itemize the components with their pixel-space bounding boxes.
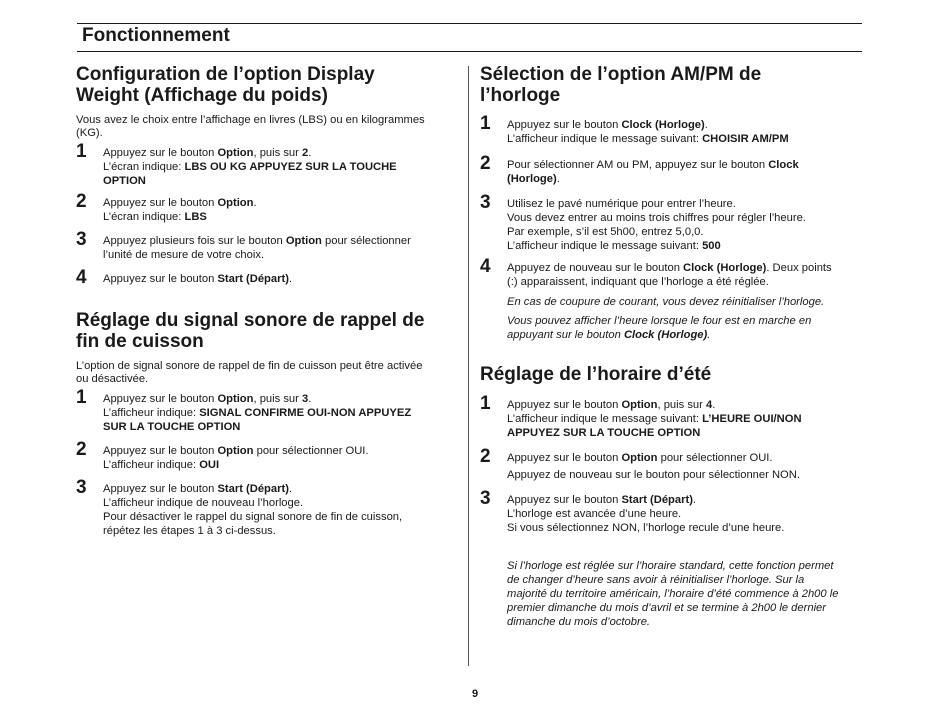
end-signal-step-3: 3 Appuyez sur le bouton Start (Départ). L’afficheur indique de nouveau l’horloge. Pour désactiver le rappel du signal sonore de fin de cuisson, répétez les étapes 1 à 3 ci-dessus.	[76, 477, 403, 537]
end-signal-heading: Réglage du signal sonore de rappel de fin de cuisson	[76, 310, 425, 352]
step-number: 1	[480, 113, 491, 134]
step-number: 2	[480, 153, 491, 174]
dst-step-3: 3 Appuyez sur le bouton Start (Départ). L’horloge est avancée d’une heure. Si vous sélectionnez NON, l’horloge recule d’une heure.	[480, 488, 785, 534]
step-number: 2	[76, 439, 87, 460]
display-weight-heading: Configuration de l’option Display Weight (Affichage du poids)	[76, 64, 375, 106]
step-number: 3	[480, 488, 491, 509]
dst-heading: Réglage de l’horaire d’été	[480, 364, 712, 385]
step-number: 1	[76, 387, 87, 408]
display-weight-step-4: 4 Appuyez sur le bouton Start (Départ).	[76, 267, 293, 288]
ampm-step-2: 2 Pour sélectionner AM ou PM, appuyez sur le bouton Clock (Horloge).	[480, 153, 799, 185]
display-weight-step-3: 3 Appuyez plusieurs fois sur le bouton Option pour sélectionner l’unité de mesure de votre choix.	[76, 229, 411, 261]
end-signal-step-1: 1 Appuyez sur le bouton Option, puis sur 3. L’afficheur indique: SIGNAL CONFIRME OUI-NON APPUYEZ SUR LA TOUCHE OPTION	[76, 387, 412, 433]
ampm-step-3: 3 Utilisez le pavé numérique pour entrer l’heure. Vous devez entrer au moins trois chiffres pour régler l’heure. Par exemple, s’il est 5h00, entrez 5,0,0. L’afficheur indique le message suivant: 500	[480, 192, 806, 252]
end-signal-intro: L’option de signal sonore de rappel de fin de cuisson peut être activée ou désactivée.	[76, 360, 423, 385]
right-column	[480, 64, 865, 629]
step-number: 4	[76, 267, 87, 288]
step-number: 2	[480, 446, 491, 467]
dst-step-1: 1 Appuyez sur le bouton Option, puis sur 4. L’afficheur indique le message suivant: L’HEURE OUI/NON APPUYEZ SUR LA TOUCHE OPTION	[480, 393, 802, 439]
step-number: 2	[76, 191, 87, 212]
step-number: 3	[76, 477, 87, 498]
dst-note: Si l’horloge est réglée sur l’horaire standard, cette fonction permet de changer d’heure sans avoir à réinitialiser l’horloge. Sur la majorité du territoire américain, l’horaire d’été commence à 2h00 le premier dimanche du mois d’avril et se termine à 2h00 le dernier dimanche du mois d’octobre.	[507, 560, 839, 628]
header-top-rule	[77, 23, 862, 24]
step-number: 1	[76, 141, 87, 162]
display-weight-intro: Vous avez le choix entre l’affichage en livres (LBS) ou en kilogrammes (KG).	[76, 114, 425, 139]
left-column	[76, 64, 454, 538]
display-weight-step-2: 2 Appuyez sur le bouton Option. L’écran indique: LBS	[76, 191, 257, 223]
step-number: 3	[480, 192, 491, 213]
header-bottom-rule	[77, 51, 862, 52]
power-cut-note: En cas de coupure de courant, vous devez réinitialiser l’horloge.	[507, 296, 825, 308]
dst-step-2: 2 Appuyez sur le bouton Option pour sélectionner OUI. Appuyez de nouveau sur le bouton pour sélectionner NON.	[480, 446, 800, 481]
ampm-step-4: 4 Appuyez de nouveau sur le bouton Clock (Horloge). Deux points (:) apparaissent, indiquant que l’horloge a été réglée.	[480, 256, 832, 288]
ampm-heading: Sélection de l’option AM/PM de l’horloge	[480, 64, 762, 106]
section-title: Fonctionnement	[82, 25, 230, 46]
column-divider	[468, 66, 469, 666]
display-weight-step-1: 1 Appuyez sur le bouton Option, puis sur 2. L’écran indique: LBS OU KG APPUYEZ SUR LA TOUCHE OPTION	[76, 141, 397, 187]
step-number: 4	[480, 256, 491, 277]
clock-display-note: Vous pouvez afficher l’heure lorsque le four est en marche en appuyant sur le bouton Clock (Horloge).	[507, 315, 812, 341]
page-number: 9	[471, 688, 479, 700]
step-number: 3	[76, 229, 87, 250]
end-signal-step-2: 2 Appuyez sur le bouton Option pour sélectionner OUI. L’afficheur indique: OUI	[76, 439, 369, 471]
step-number: 1	[480, 393, 491, 414]
ampm-step-1: 1 Appuyez sur le bouton Clock (Horloge). L’afficheur indique le message suivant: CHOISIR AM/PM	[480, 113, 789, 145]
